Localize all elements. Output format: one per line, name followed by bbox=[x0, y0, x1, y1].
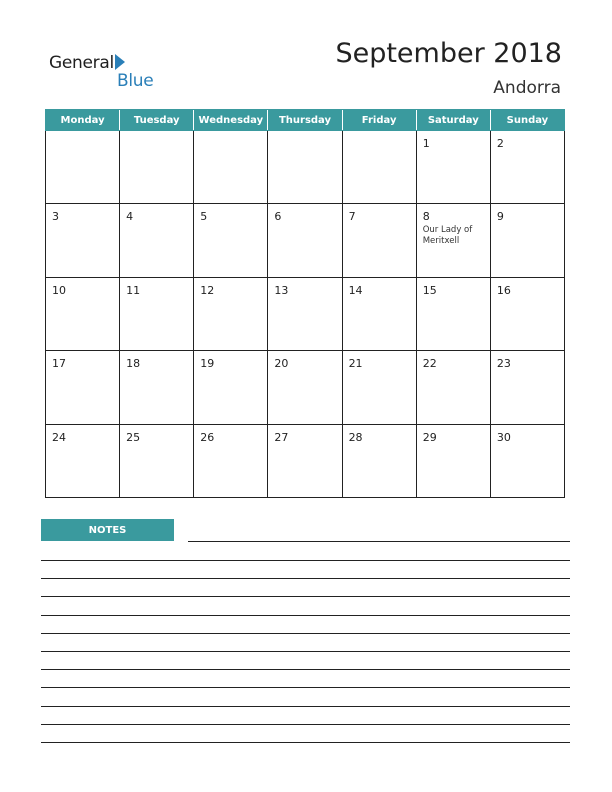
notes-line bbox=[41, 724, 570, 725]
day-number: 10 bbox=[52, 283, 66, 297]
calendar-day-cell bbox=[490, 425, 564, 497]
calendar-day-cell bbox=[119, 351, 193, 423]
weekday-header-row bbox=[45, 109, 565, 131]
logo-text-blue: Blue bbox=[117, 71, 154, 91]
calendar-week-row bbox=[46, 131, 564, 203]
calendar-day-cell bbox=[267, 278, 341, 350]
day-number: 2 bbox=[496, 137, 504, 150]
day-number: 11 bbox=[126, 283, 141, 297]
day-number: 30 bbox=[496, 430, 511, 444]
logo-text-general: General bbox=[49, 53, 114, 73]
day-number: 21 bbox=[348, 357, 363, 371]
calendar-day-cell bbox=[193, 351, 267, 423]
day-number: 6 bbox=[274, 210, 282, 224]
notes-line bbox=[41, 578, 570, 579]
holiday-label: Our Lady of Meritxell bbox=[422, 225, 473, 247]
day-number: 8 bbox=[422, 210, 430, 224]
calendar-day-cell bbox=[416, 204, 490, 276]
calendar-day-cell bbox=[416, 131, 490, 203]
notes-line bbox=[41, 669, 570, 670]
calendar-day-cell bbox=[490, 131, 564, 203]
calendar-week-row bbox=[46, 424, 564, 497]
day-number: 27 bbox=[274, 430, 289, 444]
calendar-day-cell bbox=[490, 278, 564, 350]
calendar-day-cell bbox=[119, 278, 193, 350]
calendar-week-row bbox=[46, 203, 564, 276]
calendar-day-cell bbox=[46, 425, 119, 497]
calendar-day-cell bbox=[193, 131, 267, 203]
day-number: 1 bbox=[422, 137, 430, 150]
calendar-day-cell bbox=[416, 278, 490, 350]
day-number: 24 bbox=[52, 430, 66, 444]
day-number: 19 bbox=[200, 357, 215, 371]
calendar-day-cell bbox=[193, 425, 267, 497]
calendar-day-cell bbox=[267, 351, 341, 423]
day-number: 12 bbox=[200, 283, 215, 297]
day-number: 28 bbox=[348, 430, 363, 444]
calendar-day-cell bbox=[416, 351, 490, 423]
calendar-day-cell bbox=[193, 278, 267, 350]
country-name: Andorra bbox=[493, 78, 561, 98]
notes-line bbox=[41, 615, 570, 616]
calendar-day-cell bbox=[46, 278, 119, 350]
day-number: 23 bbox=[496, 357, 511, 371]
day-number: 25 bbox=[126, 430, 141, 444]
calendar-day-cell bbox=[119, 204, 193, 276]
notes-line bbox=[41, 596, 570, 597]
calendar-day-cell bbox=[416, 425, 490, 497]
day-number: 9 bbox=[496, 210, 504, 224]
notes-line bbox=[41, 706, 570, 707]
day-number: 22 bbox=[422, 357, 437, 371]
calendar-day-cell bbox=[46, 204, 119, 276]
notes-line bbox=[41, 687, 570, 688]
calendar-day-cell bbox=[119, 425, 193, 497]
generalblue-logo bbox=[49, 52, 159, 92]
calendar-day-cell bbox=[342, 351, 416, 423]
calendar-day-cell bbox=[267, 204, 341, 276]
weekday-saturday: Saturday bbox=[416, 110, 490, 130]
day-number: 7 bbox=[348, 210, 356, 224]
day-number: 16 bbox=[496, 283, 511, 297]
day-number: 26 bbox=[200, 430, 215, 444]
calendar-day-cell bbox=[119, 131, 193, 203]
weekday-wednesday: Wednesday bbox=[193, 110, 267, 130]
day-number: 18 bbox=[126, 357, 141, 371]
logo-triangle-icon bbox=[115, 54, 125, 70]
notes-label: NOTES bbox=[41, 519, 174, 541]
day-number: 14 bbox=[348, 283, 363, 297]
notes-line bbox=[41, 651, 570, 652]
calendar-day-cell bbox=[267, 131, 341, 203]
weekday-thursday: Thursday bbox=[267, 110, 341, 130]
day-number: 13 bbox=[274, 283, 289, 297]
weekday-monday: Monday bbox=[60, 114, 105, 126]
calendar-day-cell bbox=[193, 204, 267, 276]
calendar-week-row bbox=[46, 277, 564, 350]
day-number: 3 bbox=[52, 210, 59, 224]
calendar-day-cell bbox=[267, 425, 341, 497]
calendar-day-cell bbox=[490, 351, 564, 423]
calendar-week-row bbox=[46, 350, 564, 423]
day-number: 17 bbox=[52, 357, 66, 371]
calendar-day-cell bbox=[342, 278, 416, 350]
notes-line bbox=[41, 560, 570, 561]
day-number: 20 bbox=[274, 357, 289, 371]
weekday-sunday: Sunday bbox=[490, 110, 564, 130]
notes-line bbox=[41, 633, 570, 634]
notes-line bbox=[41, 742, 570, 743]
day-number: 15 bbox=[422, 283, 437, 297]
calendar-day-cell bbox=[342, 131, 416, 203]
calendar-title: September 2018 bbox=[335, 38, 562, 69]
weekday-friday: Friday bbox=[342, 110, 416, 130]
calendar-day-cell bbox=[342, 425, 416, 497]
day-number: 5 bbox=[200, 210, 208, 224]
notes-line bbox=[188, 541, 570, 542]
weekday-tuesday: Tuesday bbox=[119, 110, 193, 130]
calendar-days bbox=[45, 131, 565, 498]
calendar-day-cell bbox=[490, 204, 564, 276]
calendar-day-cell bbox=[342, 204, 416, 276]
calendar-grid bbox=[45, 109, 565, 498]
day-number: 29 bbox=[422, 430, 437, 444]
calendar-day-cell bbox=[46, 351, 119, 423]
calendar-day-cell bbox=[46, 131, 119, 203]
day-number: 4 bbox=[126, 210, 134, 224]
